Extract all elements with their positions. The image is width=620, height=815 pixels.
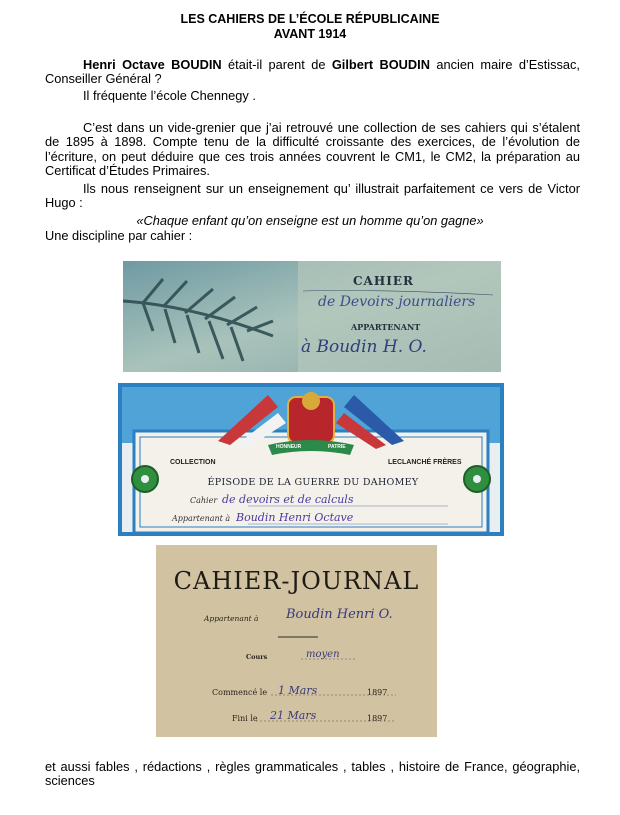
- journal-title: CAHIER-JOURNAL: [173, 567, 420, 595]
- appartenant-label: APPARTENANT: [351, 322, 421, 332]
- intro-paragraph: [45, 58, 580, 87]
- footer-paragraph: et aussi fables , rédactions , règles grammaticales , tables , histoire de France, géographie, sciences: [45, 759, 580, 789]
- name-gilbert: Gilbert BOUDIN: [331, 57, 430, 72]
- title-line-2: AVANT 1914: [273, 27, 347, 41]
- cahier-devoirs-photo: [123, 261, 501, 372]
- owner-value-2: Boudin Henri Octave: [236, 511, 354, 524]
- appartenant-label-2: Appartenant à: [172, 514, 231, 523]
- start-label: Commencé le: [212, 688, 268, 697]
- cahier-value: de devoirs et de calculs: [222, 493, 354, 506]
- discipline-line: Une discipline par cahier :: [45, 228, 193, 243]
- cahier-subject: de Devoirs journaliers: [318, 294, 476, 310]
- paragraph-victor-hugo: Ils nous renseignent sur un enseignement qu’ illustrait parfaitement ce vers de Victor Hugo :: [45, 181, 580, 211]
- paragraph-vide-grenier: C’est dans un vide-grenier que j’ai retrouvé une collection de ses cahiers qui s’étalent de 1895 à 1898. Compte tenu de la difficulté croissante des exercices, de l’évolution de l’écriture, on peut déduire que ces trois années couvrent le CM1, le CM2, la préparation au Certificat d’Études Primaires.: [45, 120, 580, 179]
- page-title: [0, 12, 620, 42]
- cahier-owner: à Boudin H. O.: [301, 337, 427, 357]
- cahier-journal-photo: [156, 545, 437, 737]
- cahier-heading: CAHIER: [353, 274, 414, 288]
- journal-owner: Boudin Henri O.: [286, 607, 393, 622]
- banner-left: HONNEUR: [276, 444, 302, 450]
- collection-label: COLLECTION: [170, 459, 216, 466]
- start-year: 1897: [367, 688, 388, 697]
- name-henri: Henri Octave BOUDIN: [83, 57, 222, 72]
- cours-label: Cours: [246, 653, 268, 661]
- cours-value: moyen: [306, 649, 340, 660]
- end-year: 1897: [367, 714, 388, 723]
- dahomey-cover-photo: [118, 383, 504, 536]
- cover-title: ÉPISODE DE LA GUERRE DU DAHOMEY: [207, 477, 419, 488]
- title-line-1: LES CAHIERS DE L’ÉCOLE RÉPUBLICAINE: [180, 12, 440, 26]
- end-label: Fini le: [232, 714, 258, 723]
- cahier-label: Cahier: [190, 496, 218, 505]
- banner-right: PATRIE: [328, 444, 346, 450]
- end-value: 21 Mars: [270, 709, 317, 722]
- publisher-label: LECLANCHÉ FRÈRES: [388, 459, 462, 466]
- hugo-quote: «Chaque enfant qu’on enseigne est un homme qu’on gagne»: [136, 213, 484, 228]
- intro-text-1: était-il parent de: [221, 57, 332, 72]
- school-line: Il fréquente l’école Chennegy .: [83, 88, 256, 103]
- journal-app-label: Appartenant à: [204, 614, 259, 623]
- start-value: 1 Mars: [278, 684, 318, 697]
- intro-text-2: ancien maire d’Estissac, Conseiller Général ?: [45, 57, 580, 87]
